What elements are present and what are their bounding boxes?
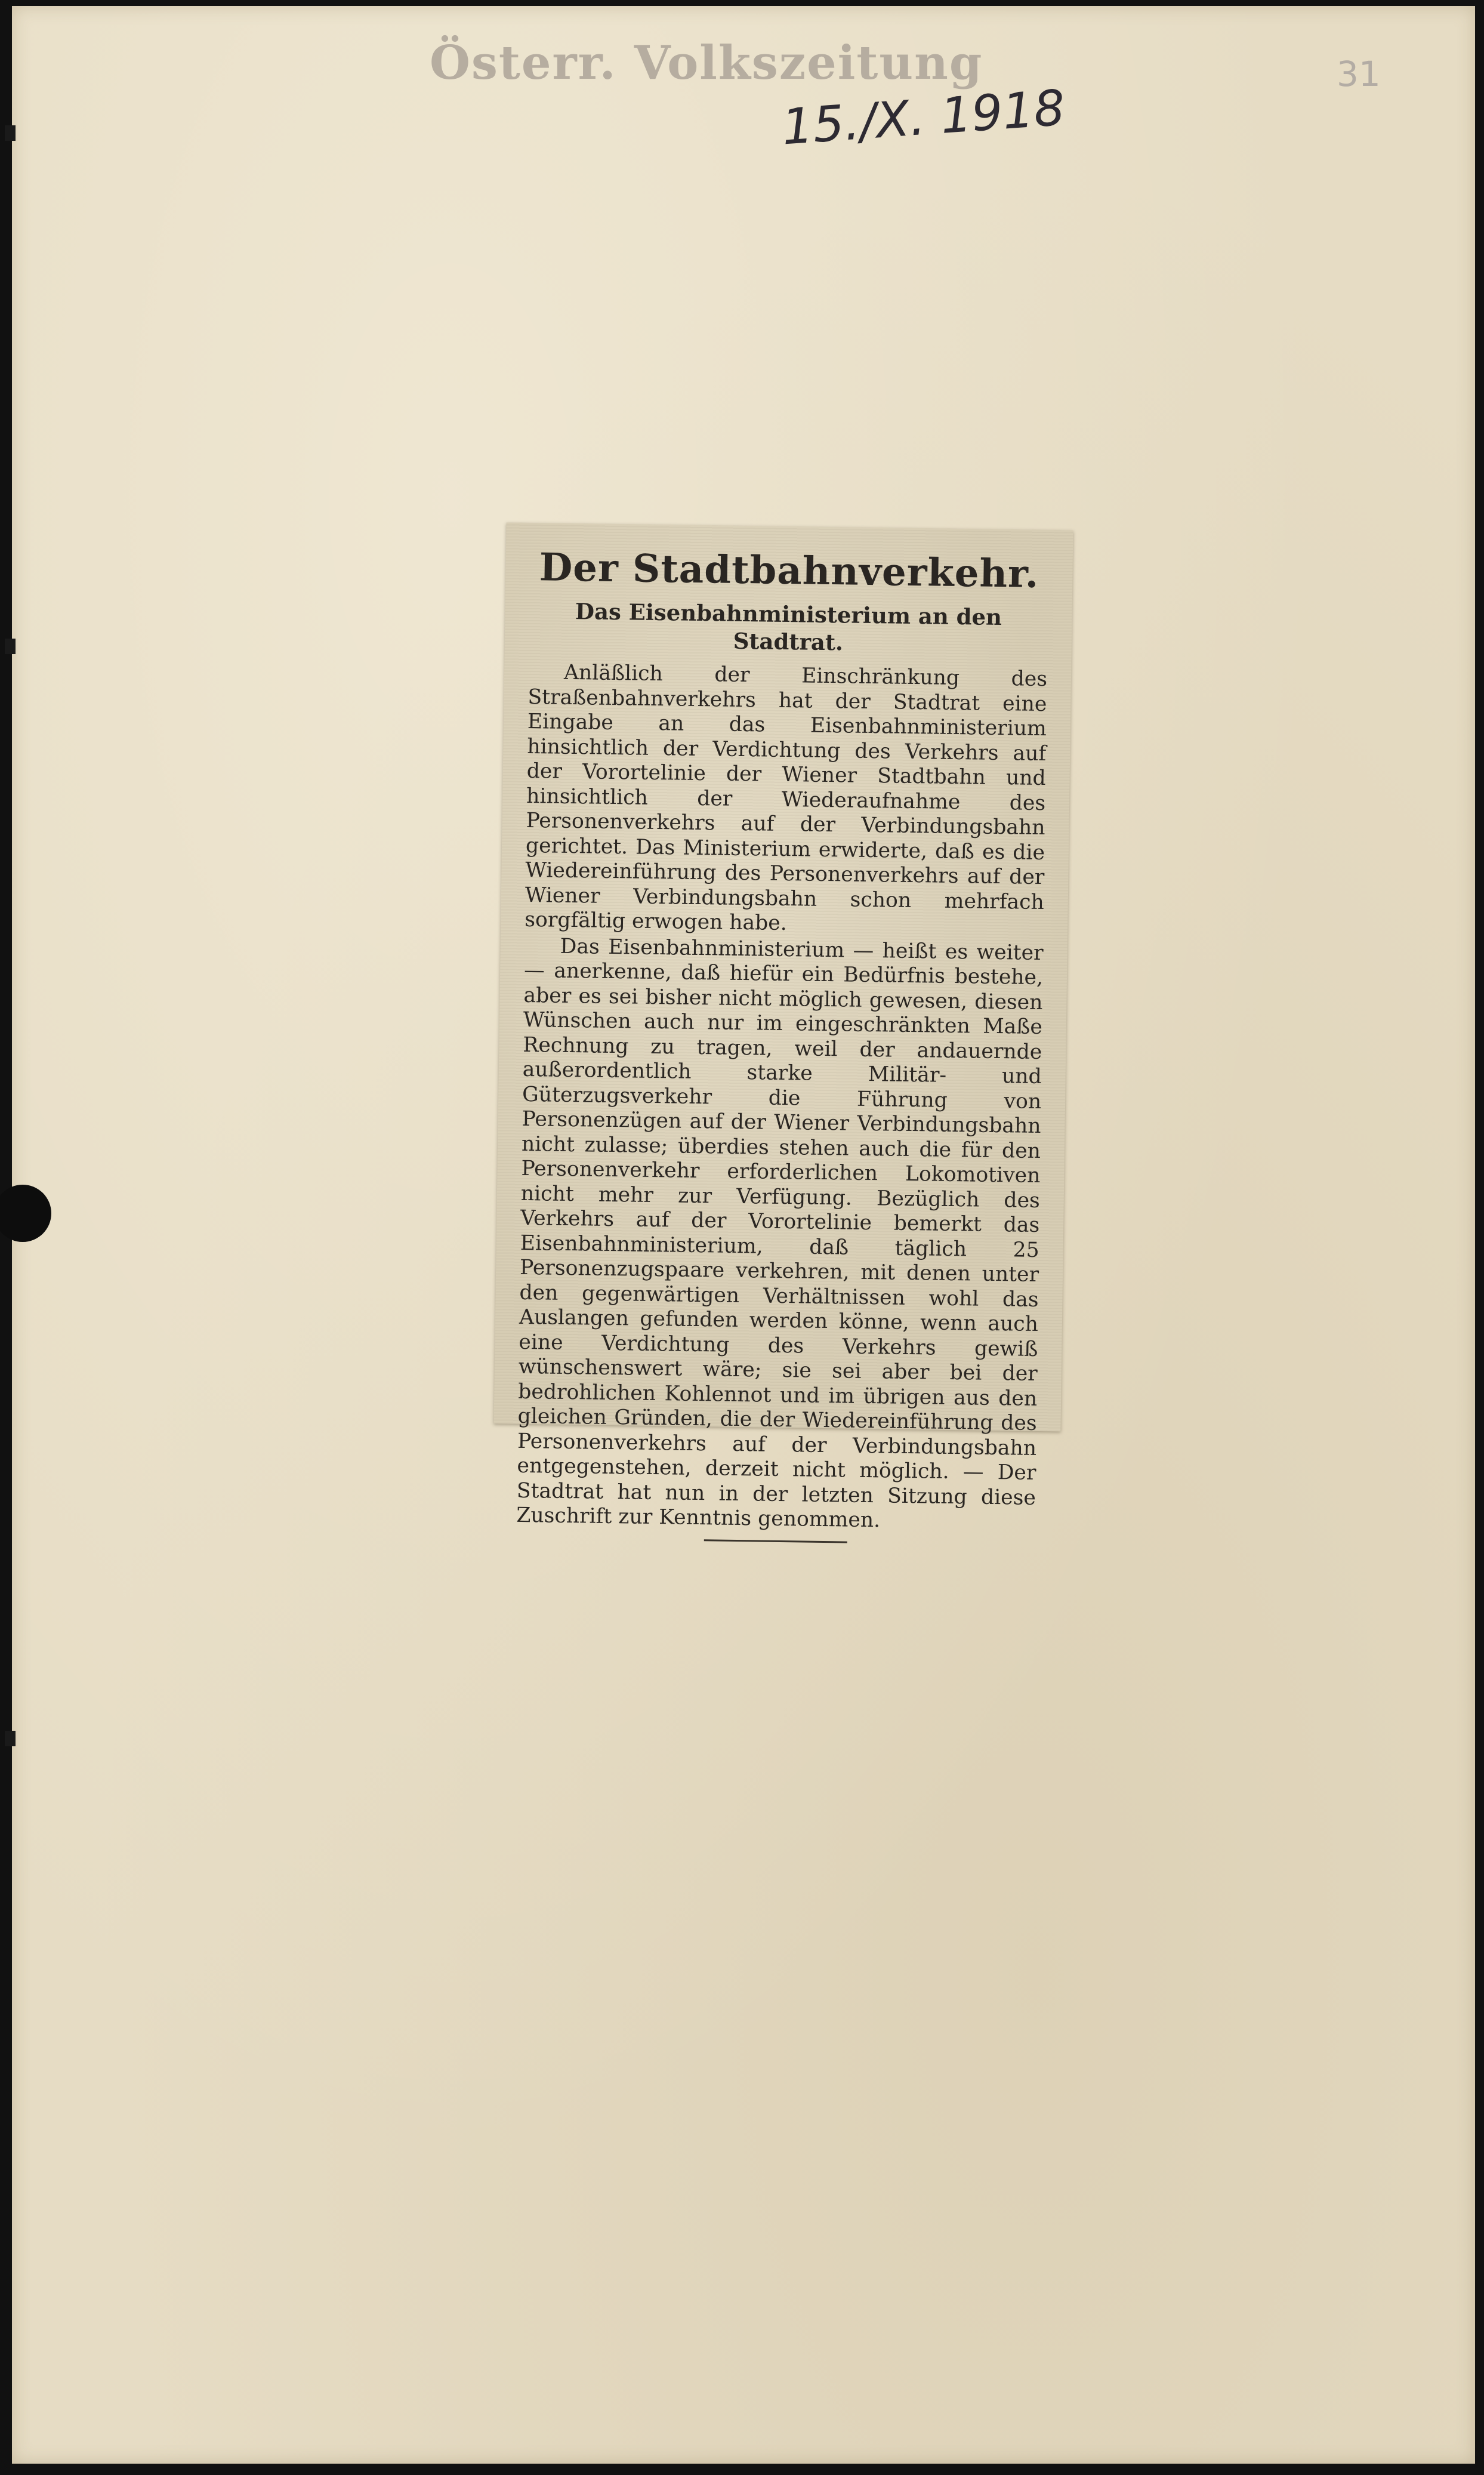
article-paragraph: Anläßlich der Einschränkung des Straßenbahnverkehrs hat der Stadtrat eine Eingabe an das Eisenbahnministerium hinsichtlich der Verdichtung des Verkehrs auf der Vorortelinie der Wiener Stadtbahn und hinsichtlich der Wiederaufnahme des Personenverkehrs auf der Verbindungsbahn gerichtet. Das Ministerium erwiderte, daß es die Wiedereinführung des Personenverkehrs auf der Wiener Verbindungsbahn schon mehrfach sorgfältig erwogen habe. <box>525 660 1048 936</box>
article-paragraph: Das Eisenbahnministerium — heißt es weiter — anerkenne, daß hiefür ein Bedürfnis bestehe, aber es sei bisher nicht möglich gewesen, diesen Wünschen auch nur im eingeschränkten Maße Rechnung zu tragen, weil der andauernde außerordentlich starke Militär- und Güterzugsverkehr die Führung von Personenzügen auf der Wiener Verbindungsbahn nicht zulasse; überdies stehen auch die für den Personenverkehr erforderlichen Lokomotiven nicht mehr zur Verfügung. Bezüglich des Verkehrs auf der Vorortelinie bemerkt das Eisenbahnministerium, daß täglich 25 Personenzugspaare verkehren, mit denen unter den gegenwärtigen Verhältnissen wohl das Auslangen gefunden werden könne, wenn auch eine Verdichtung des Verkehrs gewiß wünschenswert wäre; sie sei aber bei der bedrohlichen Kohlennot und im übrigen aus den gleichen Gründen, die der Wiedereinführung des Personenverkehrs auf der Verbindungsbahn entgegenstehen, derzeit nicht möglich. — Der Stadtrat hat nun in der letzten Sitzung diese Zuschrift zur Kenntnis genommen. <box>516 934 1044 1533</box>
newspaper-clipping <box>494 522 1073 1533</box>
edge-tack-mark <box>5 1731 16 1746</box>
article-subtitle: Das Eisenbahnministerium an den Stadtrat. <box>575 598 1002 656</box>
article-title: Der Stadtbahnverkehr. <box>539 545 1039 597</box>
edge-tack-mark <box>5 639 16 654</box>
edge-tack-mark <box>5 125 16 141</box>
punch-hole <box>0 1185 51 1242</box>
newspaper-stamp: Österr. Volkszeitung <box>430 36 983 90</box>
page-number: 31 <box>1337 54 1381 94</box>
handwritten-date: 15./X. 1918 <box>780 79 1067 156</box>
article-end-rule <box>704 1539 847 1543</box>
archive-sheet <box>12 6 1475 2464</box>
